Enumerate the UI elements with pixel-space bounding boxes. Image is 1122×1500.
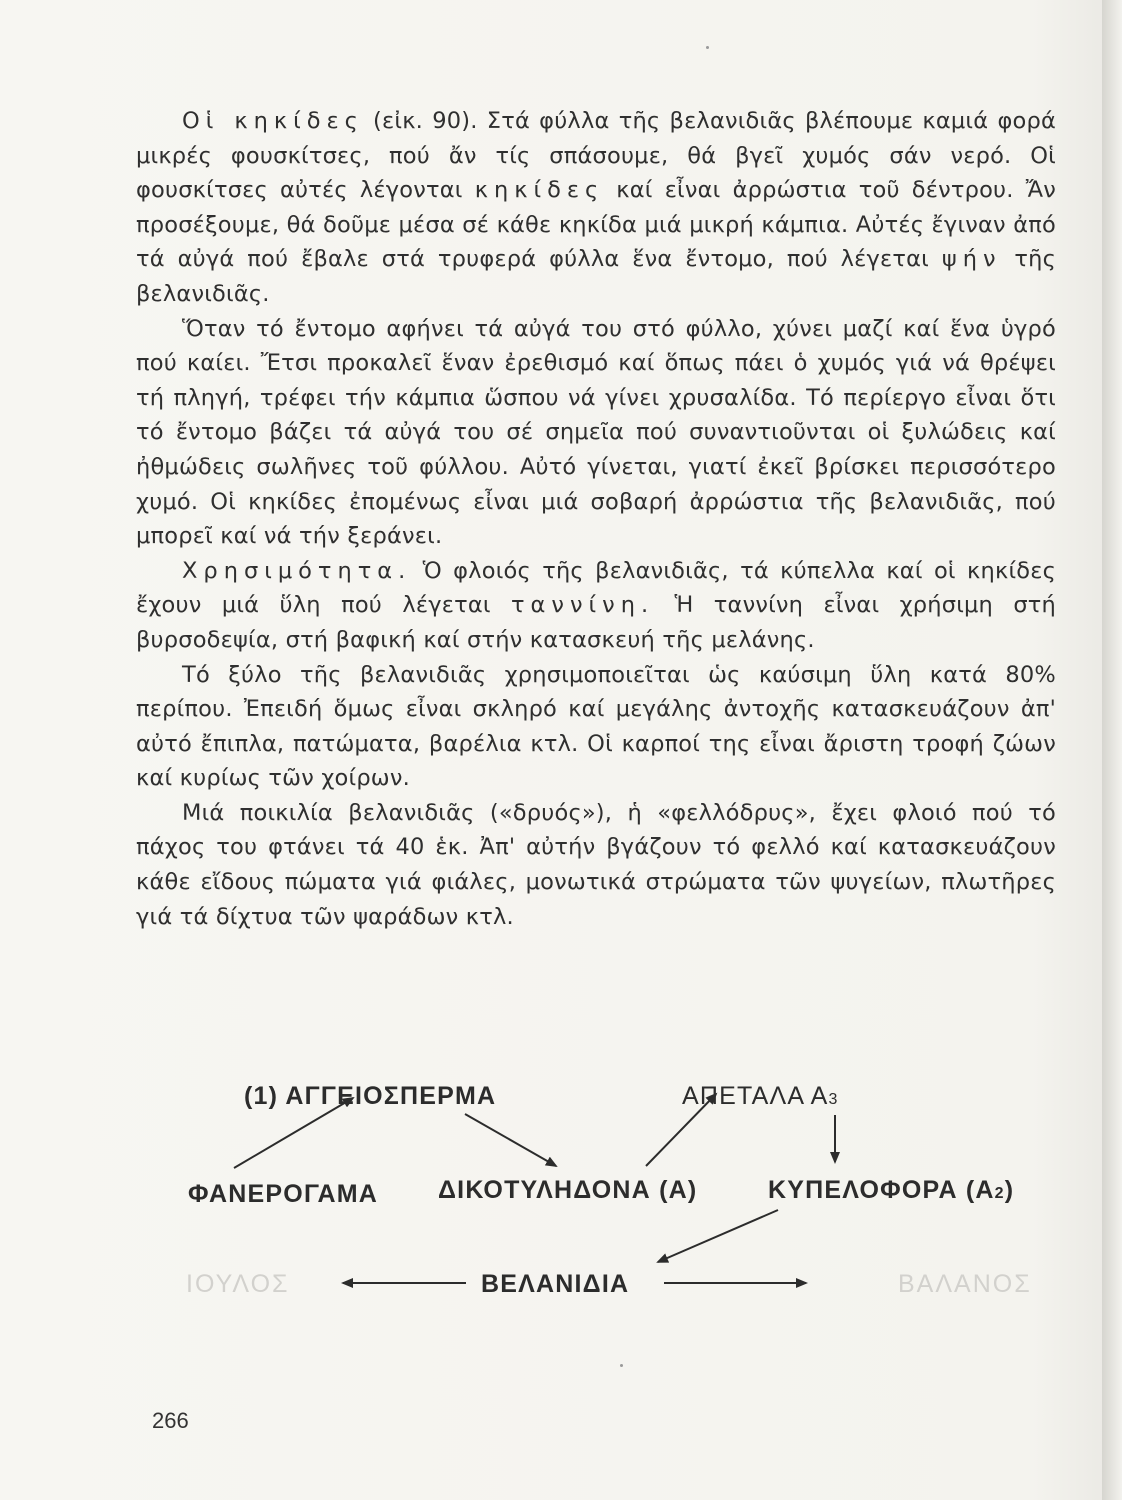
label-apetala: ΑΠΕΤΑΛΑ Α3 [682,1082,839,1110]
paragraph-usefulness: Χρησιμότητα. Ὁ φλοιός τῆς βελανιδιᾶς, τά κύπελλα καί οἱ κηκίδες ἔχουν μιά ὕλη πού λέγεται ταννίνη. Ἡ ταννίνη εἶναι χρήσιμη στή βυρσοδεψία, στή βαφική καί στήν κατασκευή τῆς μελάνης. [136,557,1056,653]
heading-kikides: Οἱ κηκίδες [182,108,364,134]
label-angiosperma: (1) ΑΓΓΕΙΟΣΠΕΡΜΑ [244,1082,497,1110]
body-text [136,104,1056,934]
paragraph-wood: Τό ξύλο τῆς βελανιδιᾶς χρησιμοποιεῖται ὡς καύσιμη ὕλη κατά 80% περίπου. Ἐπειδή ὅμως εἶναι σκληρό καί μεγάλης ἀντοχῆς κατασκευάζουν ἀπ' αὐτό ἔπιπλα, πατώματα, βαρέλια κτλ. Οἱ καρποί της εἶναι ἄριστη τροφή ζώων καί κυρίως τῶν χοίρων. [136,661,1056,792]
label-fanerogama: ΦΑΝΕΡΟΓΑΜΑ [188,1180,378,1208]
label-kypelofora: ΚΥΠΕΛΟΦΟΡΑ (Α2) [768,1176,1015,1204]
paragraph-insect: Ὅταν τό ἔντομο αφήνει τά αὐγά του στό φύλλο, χύνει μαζί καί ἕνα ὑγρό πού καίει. Ἔτσι προκαλεῖ ἕναν ἐρεθισμό καί ὅπως πάει ὁ χυμός γιά νά θρέψει τή πληγή, τρέφει τήν κάμπια ὥσπου νά γίνει χρυσαλίδα. Τό περίεργο εἶναι ὅτι τό ἔντομο βάζει τά αὐγά του σέ σημεῖα πού συναντιοῦνται οἱ ξυλώδεις καί ἠθμώδεις σωλῆνες τοῦ φύλλου. Αὐτό γίνεται, γιατί ἐκεῖ βρίσκει περισσότερο χυμό. Οἱ κηκίδες ἐπομένως εἶναι μιά σοβαρή ἀρρώστια τῆς βελανιδιᾶς, πού μπορεῖ καί νά τήν ξεράνει. [136,315,1056,550]
label-velanidia: ΒΕΛΑΝΙΔΙΑ [481,1270,630,1298]
term-psin: ψήν [941,246,1002,273]
label-ioulos-faded: ΙΟΥΛΟΣ [186,1270,290,1298]
page-number: 266 [152,1408,189,1433]
heading-usefulness: Χρησιμότητα. [182,557,412,584]
label-valanos-faded: ΒΑΛΑΝΟΣ [898,1270,1032,1298]
paper-speck [620,1364,623,1367]
label-dikotyledona: ΔΙΚΟΤΥΛΗΔΟΝΑ (Α) [438,1176,698,1204]
classification-diagram [0,1050,1122,1310]
arrow-kypelofora-to-velanidia [658,1210,778,1262]
paragraph-cork-oak: Μιά ποικιλία βελανιδιᾶς («δρυός»), ἡ «φελλόδρυς», ἔχει φλοιό πού τό πάχος του φτάνει τά 40 ἑκ. Ἀπ' αὐτήν βγάζουν τό φελλό καί κατασκευάζουν κάθε εἴδους πώματα γιά φιάλες, μονωτικά στρώματα τῶν ψυγείων, πλωτῆρες γιά τά δίχτυα τῶν ψαράδων κτλ. [136,799,1056,930]
term-tannin: ταννίνη. [511,592,655,619]
term-kikides: κηκίδες [474,177,605,204]
paragraph-kikides: Οἱ κηκίδες (εἰκ. 90). Στά φύλλα τῆς βελανιδιᾶς βλέπουμε καμιά φορά μικρές φουσκίτσες, πού ἄν τίς σπάσουμε, θά βγεῖ χυμός σάν νερό. Οἱ φουσκίτσες αὐτές λέγονται κηκίδες καί εἶναι ἀρρώστια τοῦ δέντρου. Ἄν προσέξουμε, θά δοῦμε μέσα σέ κάθε κηκίδα μιά μικρή κάμπια. Αὐτές ἔγιναν ἀπό τά αὐγά πού ἔβαλε στά τρυφερά φύλλα ἕνα ἔντομο, πού λέγεται ψήν τῆς βελανιδιᾶς. [136,108,1057,307]
arrow-angiosperma-to-dikotyledona [465,1114,556,1166]
paper-speck [706,46,709,49]
